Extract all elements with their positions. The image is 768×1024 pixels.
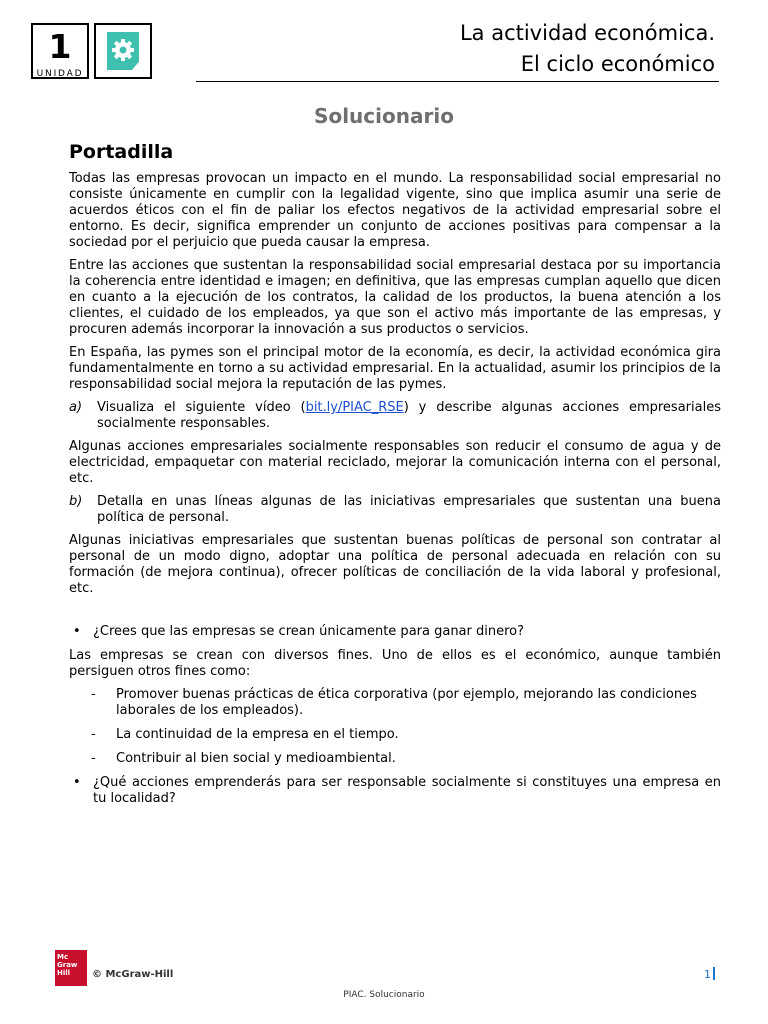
mcgraw-hill-logo: Mc Graw Hill [55,950,87,986]
gear-icon [107,32,139,70]
answer-b: Algunas iniciativas empresariales que sustentan buenas políticas de personal son contratar al personal de un modo digno, adoptar una política de personal adecuada en relación con su formación (de mejora continua), ofrecer políticas de conciliación de la vida laboral y profesional, etc. [69,533,721,596]
footer-caption: PIAC. Solucionario [343,990,425,1000]
bullet-question-2-text: ¿Qué acciones emprenderás para ser responsable socialmente si constituyes una empresa en tu localidad? [93,775,721,806]
header-divider [196,81,719,82]
unit-badge [31,23,89,79]
bullet-mark: • [73,624,81,639]
list-item-text: Contribuir al bien social y medioambiental. [116,751,396,766]
intro-paragraph-1: Todas las empresas provocan un impacto en el mundo. La responsabilidad social empresarial no consiste únicamente en cumplir con la legalidad vigente, sino que implica asumir una serie de acuerdos éticos con el fin de paliar los efectos negativos de la actividad empresarial sobre el entorno. Es decir, significa emprender un conjunto de acciones positivas para compensar a la sociedad por el perjuicio que pueda causar la empresa. [69,171,721,250]
list-item-text: La continuidad de la empresa en el tiempo. [116,727,399,742]
bullet-answer-1: Las empresas se crean con diversos fines. Uno de ellos es el económico, aunque también persiguen otros fines como: [69,648,721,679]
bullet-question-2 [69,775,721,807]
question-a [69,400,721,432]
intro-paragraph-3: En España, las pymes son el principal motor de la economía, es decir, la actividad económica gira fundamentalmente en torno a su actividad empresarial. En la actualidad, asumir los principios de la responsabilidad social mejora la reputación de las pymes. [69,345,721,392]
list-item [91,751,721,767]
unit-number: 1 [48,27,72,66]
list-item-text: Promover buenas prácticas de ética corporativa (por ejemplo, mejorando las condiciones laborales de los empleados). [116,687,697,718]
dash-mark: - [91,751,96,766]
list-item [91,727,721,743]
dash-mark: - [91,687,96,702]
dash-mark: - [91,727,96,742]
chapter-title [335,18,715,80]
bullet-mark: • [73,775,81,790]
copyright-notice: © McGraw-Hill [92,969,174,980]
bullet-question-1 [69,624,721,640]
question-a-text: Visualiza el siguiente vídeo (bit.ly/PIAC_RSE) y describe algunas acciones empresariales socialmente responsables. [97,400,721,431]
document-title: Solucionario [314,104,454,128]
page-number-divider [713,967,715,980]
list-item [91,687,721,719]
question-a-letter: a) [69,400,83,415]
intro-paragraph-2: Entre las acciones que sustentan la responsabilidad social empresarial destaca por su importancia la coherencia entre identidad e imagen; en definitiva, que las empresas cumplan aquello que dicen en cuanto a la ejecución de los contratos, la calidad de los productos, la buena atención a los clientes, el cuidado de los empleados, ya que son el activo más importante de las empresas, y procuren además incorporar la innovación a sus productos o servicios. [69,258,721,337]
question-b-letter: b) [69,494,83,509]
video-link[interactable]: bit.ly/PIAC_RSE [305,400,404,415]
page-number: 1 [704,968,711,981]
section-title: Portadilla [69,141,174,163]
unit-icon-box [94,23,152,79]
chapter-title-line1: La actividad económica. [459,21,715,45]
spacer [69,604,721,624]
question-b [69,494,721,526]
chapter-title-line2: El ciclo económico [520,52,715,76]
bullet-question-1-text: ¿Crees que las empresas se crean únicamente para ganar dinero? [93,624,525,639]
question-b-text: Detalla en unas líneas algunas de las iniciativas empresariales que sustentan una buena política de personal. [97,494,721,525]
answer-a: Algunas acciones empresariales socialmente responsables son reducir el consumo de agua y de electricidad, empaquetar con material reciclado, mejorar la comunicación interna con el personal, etc. [69,439,721,486]
unit-label: UNIDAD [36,69,84,79]
main-content [69,140,721,815]
